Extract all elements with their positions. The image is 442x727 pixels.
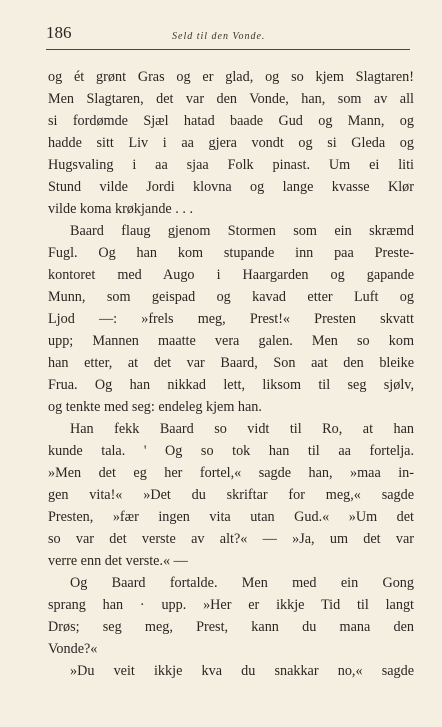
running-title: Seld til den Vonde.: [172, 31, 266, 42]
text-line: »Du veit ikkje kva du snakkar no,« sagde: [70, 663, 414, 679]
text-line: kontoret med Augo i Haargarden og gapande: [48, 267, 414, 283]
text-line: Fugl. Og han kom stupande inn paa Preste-: [48, 245, 414, 261]
text-line: »Men det eg her fortel,« sagde han, »maa in-: [48, 465, 414, 481]
text-line: upp; Mannen maatte vera galen. Men so kom: [48, 333, 414, 349]
text-line: Drøs; seg meg, Prest, kann du mana den: [48, 619, 414, 635]
text-line: Ljod —: »frels meg, Prest!« Presten skvatt: [48, 311, 414, 327]
header-rule: [46, 49, 410, 50]
text-line: kunde tala. ' Og so tok han til aa fortelja.: [48, 443, 414, 459]
text-line: og ét grønt Gras og er glad, og so kjem Slagtaren!: [48, 69, 414, 85]
text-line: sprang han · upp. »Her er ikkje Tid til langt: [48, 597, 414, 613]
text-line: Baard flaug gjenom Stormen som ein skræmd: [70, 223, 414, 239]
text-line: so var det verste av alt?« — »Ja, um det var: [48, 531, 414, 547]
text-line: Vonde?«: [48, 641, 98, 657]
text-line: han etter, at det var Baard, Son aat den bleike: [48, 355, 414, 371]
text-line: Og Baard fortalde. Men med ein Gong: [70, 575, 414, 591]
text-line: Munn, som geispad og kavad etter Luft og: [48, 289, 414, 305]
text-line: Stund vilde Jordi klovna og lange kvasse Klør: [48, 179, 414, 195]
text-line: vilde koma krøkjande . . .: [48, 201, 193, 217]
body-text: [48, 66, 414, 682]
text-line: og tenkte med seg: endeleg kjem han.: [48, 399, 262, 415]
text-line: Han fekk Baard so vidt til Ro, at han: [70, 421, 414, 437]
text-line: si fordømde Sjæl hatad baade Gud og Mann, og: [48, 113, 414, 129]
text-line: Presten, »fær ingen vita utan Gud.« »Um det: [48, 509, 414, 525]
text-line: hadde sitt Liv i aa gjera vondt og si Gleda og: [48, 135, 414, 151]
text-line: verre enn det verste.« —: [48, 553, 188, 569]
text-line: Men Slagtaren, det var den Vonde, han, som av all: [48, 91, 414, 107]
text-line: Hugsvaling i aa sjaa Folk pinast. Um ei liti: [48, 157, 414, 173]
text-line: Frua. Og han nikkad lett, liksom til seg sjølv,: [48, 377, 414, 393]
page-number: 186: [46, 23, 72, 42]
text-line: gen vita!« »Det du skriftar for meg,« sagde: [48, 487, 414, 503]
